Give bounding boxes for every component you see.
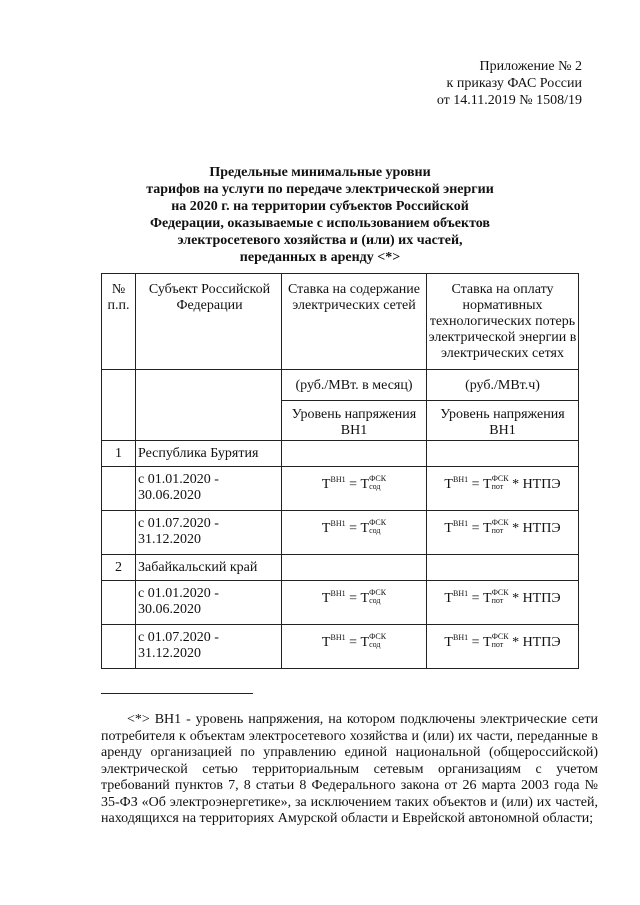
title-line: электросетевого хозяйства и (или) их частей, bbox=[177, 233, 463, 248]
period-cell bbox=[136, 581, 282, 625]
period-row bbox=[102, 511, 579, 555]
table-header-row bbox=[102, 274, 579, 370]
formula-sup-fsk: ФСК bbox=[369, 517, 387, 527]
formula-eq: = T bbox=[468, 635, 492, 650]
annex-line: от 14.11.2019 № 1508/19 bbox=[436, 93, 582, 108]
period-start: с 01.07.2020 - bbox=[138, 516, 219, 531]
formula-sup-fsk: ФСК bbox=[491, 517, 509, 527]
period-row bbox=[102, 625, 579, 669]
period-end: 31.12.2020 bbox=[138, 646, 201, 661]
annex-line: Приложение № 2 bbox=[479, 59, 582, 74]
formula-sub: пот bbox=[491, 595, 504, 605]
formula-mult: * НТПЭ bbox=[508, 521, 561, 536]
formula-superscript: ВН1 bbox=[452, 519, 469, 528]
formula-superscript: ВН1 bbox=[452, 589, 469, 598]
formula-superscript: ВН1 bbox=[452, 633, 469, 642]
formula-indices bbox=[492, 519, 509, 535]
formula-sub: сод bbox=[369, 639, 381, 649]
header-num: № п.п. bbox=[102, 274, 136, 370]
title-line: переданных в аренду <*> bbox=[239, 250, 401, 265]
formula-superscript: ВН1 bbox=[330, 589, 346, 598]
formula-T: T bbox=[444, 635, 453, 650]
region-row bbox=[102, 441, 579, 467]
formula-mult: * НТПЭ bbox=[508, 635, 561, 650]
formula-eq: = T bbox=[345, 635, 370, 650]
header-subject: Субъект Российской Федерации bbox=[136, 274, 282, 370]
title-line: Федерации, оказываемые с использованием объектов bbox=[150, 216, 490, 231]
formula-eq: = T bbox=[468, 521, 492, 536]
header-rate1: Ставка на содержание электрических сетей bbox=[282, 274, 427, 370]
formula-eq: = T bbox=[468, 477, 492, 492]
formula-sub: пот bbox=[491, 525, 504, 535]
formula-sub: сод bbox=[369, 525, 381, 535]
level2: Уровень напряжения ВН1 bbox=[427, 401, 579, 441]
formula-superscript: ВН1 bbox=[330, 475, 346, 484]
formula-rate1 bbox=[282, 467, 427, 511]
title-line: Предельные минимальные уровни bbox=[209, 165, 431, 180]
formula-indices bbox=[369, 633, 386, 649]
formula-rate2 bbox=[427, 581, 579, 625]
period-start: с 01.01.2020 - bbox=[138, 472, 219, 487]
formula-indices bbox=[492, 589, 509, 605]
formula-sub: пот bbox=[491, 481, 504, 491]
tariff-table bbox=[101, 273, 579, 669]
formula-rate2 bbox=[427, 467, 579, 511]
formula-mult: * НТПЭ bbox=[508, 591, 561, 606]
document-title bbox=[120, 164, 520, 266]
formula-T: T bbox=[321, 521, 331, 536]
formula-sup-fsk: ФСК bbox=[491, 587, 509, 597]
formula-indices bbox=[369, 589, 386, 605]
formula-T: T bbox=[444, 521, 453, 536]
formula-mult: * НТПЭ bbox=[508, 477, 561, 492]
formula-superscript: ВН1 bbox=[330, 633, 346, 642]
annex-header bbox=[437, 58, 582, 109]
region-num: 1 bbox=[102, 441, 136, 467]
formula-indices bbox=[492, 633, 509, 649]
table-body bbox=[102, 441, 579, 669]
formula-sub: сод bbox=[369, 481, 381, 491]
period-end: 30.06.2020 bbox=[138, 602, 201, 617]
formula-T: T bbox=[444, 477, 453, 492]
level1: Уровень напряжения ВН1 bbox=[282, 401, 427, 441]
period-row bbox=[102, 581, 579, 625]
period-row bbox=[102, 467, 579, 511]
formula-sup-fsk: ФСК bbox=[369, 631, 387, 641]
formula-indices bbox=[492, 475, 509, 491]
formula-sup-fsk: ФСК bbox=[369, 587, 387, 597]
title-line: тарифов на услуги по передаче электрической энергии bbox=[146, 182, 494, 197]
formula-sub: пот bbox=[491, 639, 504, 649]
period-end: 30.06.2020 bbox=[138, 488, 201, 503]
formula-eq: = T bbox=[468, 591, 492, 606]
period-cell bbox=[136, 625, 282, 669]
formula-superscript: ВН1 bbox=[452, 475, 469, 484]
formula-indices bbox=[369, 519, 386, 535]
formula-rate1 bbox=[282, 581, 427, 625]
annex-line: к приказу ФАС России bbox=[446, 76, 582, 91]
formula-eq: = T bbox=[345, 521, 370, 536]
period-cell bbox=[136, 511, 282, 555]
formula-T: T bbox=[321, 477, 331, 492]
formula-rate1 bbox=[282, 511, 427, 555]
period-start: с 01.01.2020 - bbox=[138, 586, 219, 601]
period-cell bbox=[136, 467, 282, 511]
footnote: <*> ВН1 - уровень напряжения, на котором подключены электрические сети потребителя к объектам электросетевого хозяйства и (или) их части, переданные в аренду организацией по управлению единой национальной (общероссийской) электрической сетью территориальным сетевым организациям с учетом требований пунктов 7, 8 статьи 8 Федерального закона от 26 марта 2003 года № 35-ФЗ «Об электроэнергетике», за исключением таких объектов и (или) их частей, находящихся на территориях Амурской области и Еврейской автономной области; bbox=[101, 712, 598, 826]
formula-T: T bbox=[321, 635, 331, 650]
title-line: на 2020 г. на территории субъектов Российской bbox=[171, 199, 469, 214]
formula-indices bbox=[369, 475, 386, 491]
formula-sup-fsk: ФСК bbox=[491, 473, 509, 483]
formula-sup-fsk: ФСК bbox=[491, 631, 509, 641]
region-name: Забайкальский край bbox=[136, 555, 282, 581]
formula-T: T bbox=[321, 591, 331, 606]
formula-rate2 bbox=[427, 625, 579, 669]
formula-rate1 bbox=[282, 625, 427, 669]
formula-sup-fsk: ФСК bbox=[369, 473, 387, 483]
footnote-divider bbox=[101, 693, 253, 694]
formula-superscript: ВН1 bbox=[330, 519, 346, 528]
period-start: с 01.07.2020 - bbox=[138, 630, 219, 645]
unit1: (руб./МВт. в месяц) bbox=[282, 370, 427, 401]
formula-eq: = T bbox=[345, 591, 370, 606]
region-num: 2 bbox=[102, 555, 136, 581]
table-unit-row bbox=[102, 370, 579, 401]
formula-rate2 bbox=[427, 511, 579, 555]
region-row bbox=[102, 555, 579, 581]
formula-eq: = T bbox=[345, 477, 370, 492]
period-end: 31.12.2020 bbox=[138, 532, 201, 547]
formula-sub: сод bbox=[369, 595, 381, 605]
region-name: Республика Бурятия bbox=[136, 441, 282, 467]
formula-T: T bbox=[444, 591, 453, 606]
header-rate2: Ставка на оплату нормативных технологических потерь электрической энергии в электрических сетях bbox=[427, 274, 579, 370]
unit2: (руб./МВт.ч) bbox=[427, 370, 579, 401]
